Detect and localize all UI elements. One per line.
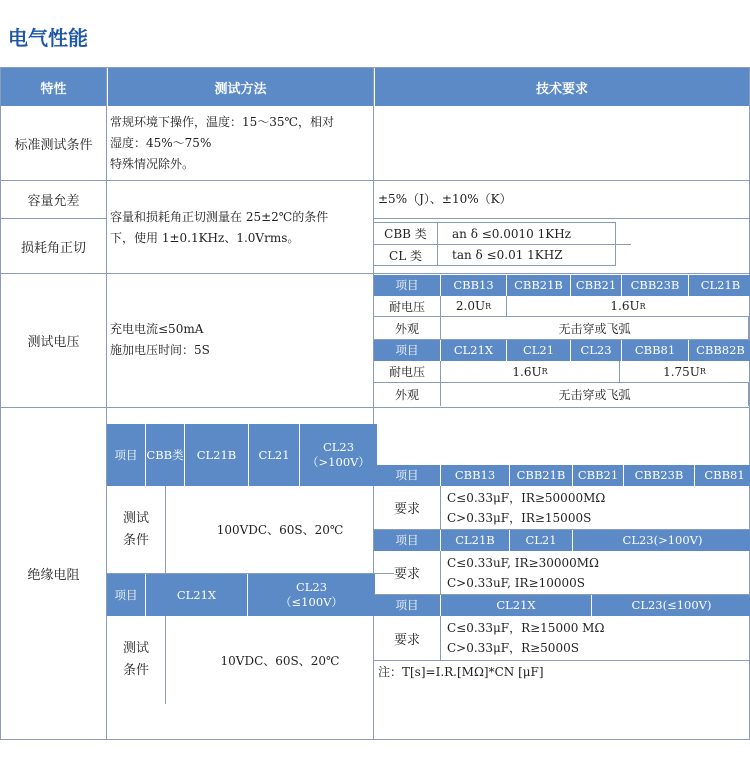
col-header: CBB23B: [622, 275, 689, 296]
voltage-header-row-2: [374, 340, 750, 361]
withstand-value: 2.0U R: [441, 296, 507, 317]
header-requirement: 技术要求: [375, 68, 749, 106]
col-header: CL23: [571, 340, 622, 361]
voltage-appearance-row-2: [374, 383, 749, 406]
req-header-row-2: [374, 530, 750, 551]
condition-value: 10VDC、60S、20℃: [220, 653, 340, 668]
col-header: CL21B: [689, 275, 750, 296]
voltage-appearance-row-1: [374, 317, 749, 340]
dissipation-value-cl: tan δ ≤0.01 1KHZ: [452, 248, 563, 262]
req-header-row-3: [374, 595, 750, 616]
standard-method: [110, 112, 372, 175]
col-header: CL21: [507, 340, 571, 361]
method-line: 下，使用 1±0.1KHz、1.0Vrms。: [110, 231, 300, 245]
col-header: CBB81: [622, 340, 689, 361]
col-header: CL21B: [441, 530, 510, 551]
page-title: 电气性能: [8, 26, 88, 50]
method-line: 容量和损耗角正切测量在 25±2℃的条件: [110, 210, 329, 224]
appearance-value: 无击穿或飞弧: [441, 317, 749, 340]
row-label: 测试条件: [107, 616, 166, 704]
req-row-1: [374, 486, 750, 530]
dissipation-table: [374, 222, 616, 266]
voltage-withstand-row-2: [374, 361, 750, 383]
insulation-requirements-table: [374, 465, 749, 665]
method-line: 充电电流≤50mA: [110, 322, 204, 336]
row-label: 要求: [374, 486, 441, 530]
insulation-conditions-table: [107, 424, 373, 740]
col-header: CL23 （≤100V）: [248, 574, 375, 616]
col-header: CBB21B: [507, 275, 571, 296]
col-header: CBB81: [695, 465, 750, 486]
voltage-withstand-row-1: [374, 296, 750, 317]
dissipation-type-cl: CL 类: [374, 244, 438, 266]
col-header: CL23(>100V): [573, 530, 750, 551]
col-header: 项目: [374, 465, 441, 486]
row-label: 测试条件: [107, 486, 166, 574]
col-header: CL21: [249, 424, 300, 486]
label-capacitance-tolerance: 容量允差: [27, 194, 80, 209]
col-header: 项目: [374, 530, 441, 551]
req-value: C≤0.33μF，R≥15000 MΩ C>0.33μF，R≥5000S: [441, 616, 750, 661]
col-header: CBB类: [146, 424, 185, 486]
col-header: CBB21: [573, 465, 624, 486]
req-row-3: [374, 616, 750, 661]
conditions-row-1: [107, 486, 394, 574]
req-header-row-1: [374, 465, 750, 486]
appearance-value: 无击穿或飞弧: [441, 383, 749, 406]
header-test-method: 测试方法: [108, 68, 373, 106]
col-header: 项目: [374, 275, 441, 296]
voltage-table: [374, 275, 747, 406]
conditions-header-row-2: [107, 574, 375, 616]
row-label: 外观: [374, 317, 441, 340]
withstand-value: 1.6U R: [507, 296, 750, 317]
col-header: CL23 （>100V）: [300, 424, 377, 486]
dissipation-value-cbb: an δ ≤0.0010 1KHz: [437, 223, 631, 245]
voltage-method: [110, 319, 372, 361]
col-header: 项目: [374, 595, 441, 616]
label-dissipation-factor: 损耗角正切: [20, 240, 86, 256]
col-header: CBB13: [441, 275, 507, 296]
insulation-note: 注：T[s]=I.R.[MΩ]*CN [μF]: [378, 665, 544, 679]
method-line: 施加电压时间：5S: [110, 343, 210, 357]
row-label: 要求: [374, 616, 441, 661]
col-header: CL21X: [441, 340, 507, 361]
col-header: CBB82B: [689, 340, 750, 361]
col-header: CBB21B: [510, 465, 573, 486]
col-header: CL21X: [441, 595, 592, 616]
conditions-header-row-1: [107, 424, 377, 486]
label-insulation-resistance: 绝缘电阻: [27, 568, 80, 583]
row-label: 耐电压: [374, 296, 441, 317]
method-line: 常规环境下操作，温度：15～35℃，相对: [110, 115, 334, 129]
col-header: CBB13: [441, 465, 510, 486]
col-header: CBB23B: [624, 465, 695, 486]
col-header: 项目: [374, 340, 441, 361]
row-label: 外观: [374, 383, 441, 406]
method-line: 湿度：45%～75%: [110, 136, 212, 150]
row-label: 耐电压: [374, 361, 441, 383]
col-header: CL23(≤100V): [592, 595, 750, 616]
header-characteristic: 特性: [1, 68, 106, 106]
col-header: CBB21: [571, 275, 622, 296]
condition-value: 100VDC、60S、20℃: [166, 486, 394, 574]
label-standard-conditions: 标准测试条件: [14, 138, 93, 153]
col-header: CL21B: [185, 424, 249, 486]
label-test-voltage: 测试电压: [27, 335, 80, 350]
col-header: CL21: [510, 530, 573, 551]
voltage-header-row-1: [374, 275, 750, 296]
col-header: CL21X: [146, 574, 248, 616]
col-header: 项目: [107, 424, 146, 486]
req-value: C≤0.33μF，IR≥50000MΩ C>0.33μF，IR≥15000S: [441, 486, 750, 530]
conditions-row-2: [107, 616, 394, 704]
req-row-2: [374, 551, 750, 595]
req-value: C≤0.33uF, IR≥30000MΩ C>0.33uF, IR≥10000S: [441, 551, 750, 595]
dissipation-type-cbb: CBB 类: [374, 223, 438, 245]
row-label: 要求: [374, 551, 441, 595]
withstand-value: 1.6U R: [441, 361, 620, 383]
col-header: 项目: [107, 574, 146, 616]
withstand-value: 1.75U R: [620, 361, 750, 383]
capacitance-requirement: ±5%（J）、±10%（K）: [378, 192, 512, 206]
method-line: 特殊情况除外。: [110, 157, 195, 171]
capacitance-dissipation-method: [110, 207, 372, 249]
